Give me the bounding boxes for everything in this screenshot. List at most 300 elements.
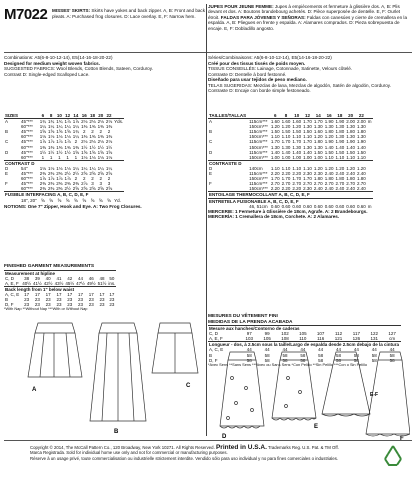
table-cell: 122 [370, 331, 378, 337]
row-label [4, 198, 20, 203]
table-cell: 1⅛ [89, 154, 96, 160]
table-cell: 23 [56, 302, 62, 308]
section-label: Measurement at hipline [4, 270, 116, 276]
table-cell: 2.40 [356, 186, 366, 192]
table-cell: 116 [317, 336, 325, 342]
table-cell: 44 [389, 347, 395, 353]
table-cell: 1.30 [303, 144, 312, 150]
table-cell: 1.90 [335, 139, 345, 145]
fabric-width: 115cm*** [249, 129, 268, 135]
table-cell: 1.50 [281, 129, 291, 135]
table-cell: 110 [299, 336, 307, 342]
combinations-line: SUGGESTED FABRICS: Wool Blends, Cotton Blends, Sateen, Corduroy. [4, 66, 153, 71]
table-cell: 1.50 [270, 129, 280, 135]
table-cell: 0.60 [281, 203, 291, 209]
table-cell: 1¼ [72, 124, 80, 130]
table-cell: cm [389, 336, 396, 342]
size-header: 12 [65, 113, 71, 118]
table-cell: 117 [352, 331, 360, 337]
table-cell: 1.70 [281, 176, 291, 182]
table-cell: 2.70 [346, 181, 355, 187]
table-cell: 23 [45, 296, 51, 302]
table-cell: 1 [58, 154, 61, 160]
table-cell: 2⅝ [97, 186, 104, 192]
recycle-icon [380, 443, 406, 469]
table-cell: 2⅛ [89, 119, 96, 125]
table-cell: 2 [74, 176, 78, 182]
table-cell: 1½ [97, 144, 104, 150]
table-cell: 1.20 [270, 124, 280, 130]
table-cell: 23 [24, 302, 30, 308]
table-cell: 2⅝ [105, 186, 113, 192]
table-cell: 1⅞ [56, 176, 63, 182]
table-cell: 1¼ [97, 165, 104, 171]
table-cell: 2⅜ [39, 181, 46, 187]
table-cell: 1.80 [335, 129, 345, 135]
table-cell: 50 [109, 275, 115, 281]
table-cell: 1⅜ [81, 134, 88, 140]
table-cell: 1½ [39, 149, 46, 155]
table-cell: 127 [388, 331, 396, 337]
table-cell: 2⅝ [105, 171, 113, 177]
combinations-en [4, 55, 204, 77]
table-cell: 1⅜ [89, 124, 96, 130]
table-cell: 41 [56, 275, 62, 281]
row-label: C, D [5, 275, 14, 281]
row-label: F [209, 181, 212, 187]
table-cell: 2.20 [270, 186, 280, 192]
table-cell: ⅝ [40, 197, 45, 203]
table-cell: 107 [316, 331, 325, 337]
table-cell: 1⅛ [39, 165, 46, 171]
table-cell: 1.30 [346, 124, 355, 130]
table-cell: 58 [246, 357, 252, 363]
table-cell: 23 [99, 296, 105, 302]
fabric-width: 60"*** [21, 186, 33, 192]
header-divider [4, 52, 412, 53]
table-cell: 44 [246, 347, 252, 353]
table-cell: 1⅜ [105, 134, 113, 140]
table-cell: 1.50 [324, 149, 334, 155]
fabric-width: 45"*** [21, 119, 33, 125]
table-cell: 1.80 [313, 139, 323, 145]
section-label: ENTRETELA FUSIONABLE A, B, C, D, E, F [208, 198, 373, 204]
table-cell: 2 [99, 129, 102, 135]
center-divider [206, 4, 207, 436]
table-cell: 1⅛ [56, 134, 63, 140]
row-label: E [209, 171, 213, 177]
fabric-width: 60"*** [21, 134, 33, 140]
notions-en: NOTIONS: One 7" Zipper, Hook and Eye. A: Two Frog Closures. [4, 203, 142, 209]
table-cell: 2.70 [281, 181, 291, 187]
table-cell: 58 [371, 352, 377, 358]
back-view-illustrations-left [10, 315, 204, 440]
table-cell: 58 [318, 357, 324, 363]
table-cell: 2⅜ [56, 186, 63, 192]
table-cell: ⅝ [65, 197, 70, 203]
table-cell: 23 [77, 296, 83, 302]
table-cell: 1.10 [281, 165, 291, 171]
notions-es: MERCERÍA: 1 Cremallera de 18cm, Corchete. A: 2 Alamares. [208, 213, 340, 219]
table-row [4, 150, 124, 155]
size-header: 20 [345, 113, 356, 119]
table-cell: 41½ [33, 280, 42, 286]
size-header: 16 [81, 113, 87, 118]
table-cell: 0.60 [270, 203, 280, 209]
table-cell: 1⅜ [81, 124, 88, 130]
table-cell: 2.40 [346, 186, 355, 192]
table-cell: 1.70 [313, 119, 323, 125]
table-cell: 1¾ [72, 129, 80, 135]
table-cell: 2.20 [281, 186, 291, 192]
table-cell: 1.40 [324, 144, 334, 150]
table-cell: 1.30 [346, 134, 355, 140]
combinations-line: Combinations: A5(6-8-10-12-14), E5(14-16-18-20-22) [4, 55, 113, 60]
table-row [4, 198, 124, 203]
table-cell: 1.80 [335, 176, 345, 182]
table-cell: 1.60 [313, 129, 323, 135]
table-cell: 2⅜ [72, 181, 80, 187]
table-cell: 1⅛ [97, 154, 104, 160]
table-cell: 51½ [97, 280, 107, 286]
table-cell: 0.60 [303, 203, 312, 209]
table-cell: 2.40 [356, 171, 366, 177]
table-cell: 1⅞ [56, 139, 63, 145]
table-cell: 112 [334, 331, 343, 337]
table-cell: 1.10 [303, 165, 312, 171]
table-cell: 23 [88, 302, 94, 308]
table-cell: 1.20 [324, 134, 334, 140]
fabric-width: 45"*** [21, 139, 33, 145]
combinations-line: Contraste D: Dentelle à bord festonné. [208, 71, 287, 77]
table-cell: 58 [282, 352, 288, 358]
table-cell: 2.70 [356, 181, 366, 187]
table-cell: 58 [353, 357, 359, 363]
table-cell: 1⅜ [48, 144, 55, 150]
table-cell: 1.40 [270, 149, 280, 155]
table-cell: 2.40 [324, 186, 334, 192]
table-cell: 17 [67, 291, 73, 297]
table-cell: 1¼ [89, 165, 96, 171]
table-cell: 2⅝ [72, 186, 80, 192]
table-cell: 2 [82, 176, 86, 182]
table-cell: 58 [336, 352, 342, 358]
table-cell: 1.30 [281, 144, 291, 150]
section-label: FUSIBLE INTERFACING A, B, C, D, E, F [4, 192, 124, 198]
row-label: B [209, 129, 213, 135]
size-header: 22 [106, 113, 112, 118]
section-label: Longueur - dos, à 2.5cm sous la taille/Largo de espalda desde 2.5cm debajo de la cintura [209, 342, 400, 348]
table-cell: 2 [82, 129, 86, 135]
table-cell: 1⅜ [39, 144, 46, 150]
table-cell: 48 [99, 275, 105, 281]
table-cell: 1.40 [303, 149, 312, 155]
table-cell: 44 [77, 275, 83, 281]
table-cell: 38 [24, 275, 30, 281]
table-cell: 1.20 [335, 165, 345, 171]
description-fr-text: Jupes à empiècements et fermeture à glissière dos. A, B: Plis devant et dos. A: Boutons brandebourg achetés. D: Pièce superposée de dentelle. E, F: Ourlet étroit. [208, 4, 401, 20]
table-cell: 17 [24, 291, 30, 297]
table-cell: 45½ [65, 280, 75, 286]
table-cell: 1¾ [56, 119, 63, 125]
table-cell: 0.60 [313, 203, 323, 209]
finished-title-fr: MESURES DU VÊTEMENT FINI [208, 314, 278, 319]
combinations-line: Designed for medium weight woven fabrics. [4, 60, 100, 66]
table-cell: 1⅜ [105, 124, 113, 130]
table-row [4, 139, 124, 144]
table-cell: 1.70 [303, 139, 312, 145]
size-header: 8 [281, 113, 292, 119]
table-cell: 1.50 [292, 129, 302, 135]
table-cell: 2⅜ [64, 181, 71, 187]
table-cell: 1.90 [335, 119, 345, 125]
table-cell: 0.60 [324, 203, 334, 209]
table-cell: 1.10 [324, 154, 334, 160]
table-cell: 17 [88, 291, 94, 297]
table-cell: 2 [107, 129, 111, 135]
table-cell: 1⅛ [64, 134, 71, 140]
table-cell: 1½ [89, 144, 96, 150]
description-fr-es [208, 4, 412, 31]
table-cell: 1⅝ [89, 149, 96, 155]
table-cell: 1.30 [313, 144, 323, 150]
table-cell: 105 [263, 336, 271, 342]
table-cell: 1¼ [72, 134, 80, 140]
row-label: C [209, 139, 213, 145]
footer-line: Réserve à un usage privé, toute commercialisation ou industrielle strictement interdite. Vendido sólo para uso individual y no para fines comerciales o industriales. [30, 455, 339, 461]
size-header: 14 [313, 113, 324, 119]
table-cell: 1⅝ [81, 149, 88, 155]
combinations-line: TELAS SUGERIDAS: Mezclas de lana, Mezclas de algodón, Satén de algodón, Corduroy. Contraste D: Encaje con borde simple festoneado. [208, 82, 391, 93]
table-cell: 2⅛ [81, 139, 88, 145]
view-label-b: B [114, 429, 119, 435]
table-cell: 1⅛ [105, 154, 113, 160]
table-cell: 2 [91, 176, 94, 182]
table-cell: 2.70 [292, 181, 302, 187]
size-header: 8 [47, 113, 55, 119]
table-cell: 39 [34, 275, 40, 281]
table-cell: 1.80 [324, 176, 334, 182]
table-cell: 1 [41, 154, 45, 160]
table-cell: 44 [318, 347, 324, 353]
table-cell: 1.20 [292, 124, 302, 130]
table-cell: 2 [91, 129, 94, 135]
table-row [4, 186, 124, 192]
table-cell: 2.20 [292, 186, 302, 192]
size-header: 18 [334, 113, 345, 119]
table-cell: 2⅝ [89, 186, 96, 192]
table-cell: 58 [353, 352, 359, 358]
fabric-width: 18", 20" [21, 197, 37, 203]
row-label: F [5, 181, 8, 187]
table-cell: 2.20 [270, 171, 280, 177]
table-cell: 1.30 [324, 124, 334, 130]
description-es-text: Faldas con canesúes y cierre de cremallera en la espalda. A, B: Pliegues en frente y espalda. A: Alamares comprados. D: Pieza sobrepuesta de encaje. E, F: Dobladillo angosto. [208, 14, 407, 31]
table-cell: 2⅞ [81, 181, 88, 187]
fabric-width: 45"*** [21, 171, 33, 177]
table-cell: 1⅞ [64, 176, 71, 182]
table-cell: 1⅛ [39, 134, 46, 140]
table-cell: 2½ [64, 186, 71, 192]
table-cell: 1.10 [356, 154, 366, 160]
table-cell: 2.70 [324, 181, 334, 187]
fabric-width: 150cm*** [249, 176, 268, 182]
table-cell: 17 [56, 291, 62, 297]
table-cell: 1.10 [303, 134, 312, 140]
table-cell: ⅝ [107, 197, 111, 203]
table-cell: 1.60 [281, 119, 291, 125]
table-cell: 1.40 [335, 144, 345, 150]
section-label: Back length from 1" below waist [4, 286, 116, 292]
table-cell: 1½ [48, 149, 55, 155]
table-cell: 1.80 [356, 129, 366, 135]
row-label: A, E, F [209, 336, 223, 342]
table-cell: 1½ [105, 144, 113, 150]
table-cell: 1⅛ [56, 165, 63, 171]
table-cell: 3 [91, 181, 94, 187]
row-label: D, F [209, 357, 218, 363]
footer-divider [4, 440, 412, 441]
size-header: 16 [324, 113, 335, 119]
table-cell: 1⅛ [64, 165, 71, 171]
table-cell: 1½ [81, 144, 88, 150]
size-header: 6 [270, 113, 281, 119]
table-cell: 58 [282, 357, 288, 363]
table-cell: 1.90 [346, 139, 355, 145]
table-cell: 58 [389, 357, 395, 363]
fabric-width: 150cm*** [249, 124, 268, 130]
finished-table [4, 270, 116, 308]
table-cell: 1.40 [356, 144, 366, 150]
table-cell: 0.60 [346, 203, 355, 209]
table-cell: 44 [300, 347, 306, 353]
table-cell: 1.60 [270, 119, 280, 125]
table-cell: 1¼ [56, 124, 63, 130]
table-cell: 1.50 [303, 129, 312, 135]
table-cell: 58 [246, 352, 252, 358]
table-cell: 1.10 [335, 154, 345, 160]
table-cell: 1.60 [292, 119, 302, 125]
description-fr-title: JUPES POUR JEUNE FEMME: [208, 4, 274, 9]
table-cell: 1.90 [324, 119, 334, 125]
table-cell: 23 [109, 302, 115, 308]
sizes-header: TAILLES/TALLAS [209, 113, 247, 118]
notions-fr: MERCERIE: 1 Fermeture à Glissière de 18cm, Agrafe. A: 2 Brandebourgs. [208, 208, 368, 214]
view-label-c: C [186, 383, 191, 389]
table-cell: 2⅝ [97, 171, 104, 177]
table-cell: 103 [245, 336, 254, 342]
table-cell: 105 [299, 331, 307, 337]
yardage-table [208, 113, 373, 209]
fabric-width: 60"*** [21, 124, 33, 130]
table-cell: 1.30 [313, 124, 323, 130]
combinations-line: Diseñado para usar tejidos de peso mediano. [208, 77, 307, 82]
table-cell: 2⅝ [81, 186, 88, 192]
row-label: D, F [5, 302, 14, 308]
table-cell: 1.10 [292, 134, 302, 140]
table-cell: 3 [99, 181, 102, 187]
table-cell: 2½ [64, 171, 71, 177]
table-cell: 42½ [43, 280, 53, 286]
back-view-illustrations-right [214, 348, 410, 442]
table-cell: 2.30 [313, 171, 323, 177]
table-cell: 1.30 [292, 144, 302, 150]
fabric-width: 54" [21, 165, 28, 171]
table-cell: 1.90 [324, 139, 334, 145]
row-label: D [209, 149, 213, 155]
table-cell: 2½ [72, 171, 80, 177]
fabric-width: 46, 51cm [249, 203, 268, 209]
table-cell: 1.70 [303, 119, 312, 125]
view-label-e: E [314, 424, 319, 430]
table-cell: 2⅜ [56, 181, 63, 187]
combinations-line: Séries/Combinaisons: A5(6-8-10-12-14), E5(14-16-18-20-22) [208, 55, 332, 60]
table-cell: 1⅝ [105, 149, 113, 155]
table-cell: 1.10 [346, 154, 355, 160]
table-cell: 1.10 [270, 134, 280, 140]
table-cell: 2 [107, 176, 111, 182]
yardage-table-en [4, 113, 206, 209]
table-cell: 1.00 [281, 154, 291, 160]
unit-label: m [367, 119, 372, 125]
table-cell: 1.20 [313, 165, 323, 171]
row-label: B [209, 352, 213, 358]
sizes-header: SIZES [5, 113, 19, 118]
table-cell: 2.70 [313, 181, 323, 187]
fabric-width: 60"*** [21, 144, 33, 150]
table-cell: 2⅝ [89, 171, 96, 177]
size-header: 6 [39, 113, 47, 119]
table-cell: 1.20 [313, 134, 323, 140]
table-cell: 1⅛ [48, 134, 55, 140]
row-label: A, C, E [209, 347, 224, 353]
table-cell: 2⅜ [39, 186, 46, 192]
printed-in: Printed in U.S.A. [215, 444, 267, 451]
fabric-width: 60"*** [21, 176, 33, 182]
table-cell: 1.00 [313, 154, 323, 160]
table-cell: 1⅞ [64, 139, 71, 145]
table-cell: 1.80 [313, 176, 323, 182]
table-cell: 1⅝ [72, 149, 80, 155]
row-label: D [5, 149, 9, 155]
table-cell: 1.70 [270, 139, 280, 145]
fabric-width: 150cm*** [249, 154, 268, 160]
table-cell: 17 [109, 291, 115, 297]
table-cell: 1.00 [292, 154, 302, 160]
table-cell: 2⅜ [56, 171, 63, 177]
table-cell: 44 [264, 347, 270, 353]
table-cell: 2 [99, 176, 102, 182]
table-cell: 23 [67, 302, 73, 308]
table-cell: 1.50 [335, 149, 345, 155]
table-cell: 2⅝ [81, 171, 88, 177]
table-cell: 121 [334, 336, 343, 342]
table-cell: 1¼ [81, 165, 88, 171]
table-cell: 58 [389, 352, 395, 358]
table-cell: ⅝ [74, 197, 78, 203]
table-cell: 42 [67, 275, 73, 281]
table-cell: 2.40 [313, 186, 323, 192]
table-cell: 58 [264, 357, 270, 363]
pattern-number: M7022 [4, 6, 48, 23]
table-cell: 1.70 [281, 139, 291, 145]
view-label-a: A [32, 387, 37, 393]
footer [30, 445, 360, 461]
table-cell: 1⅞ [48, 176, 55, 182]
table-cell: 1.40 [346, 144, 355, 150]
table-cell: 1.90 [356, 139, 366, 145]
view-label-f: F [400, 436, 404, 442]
